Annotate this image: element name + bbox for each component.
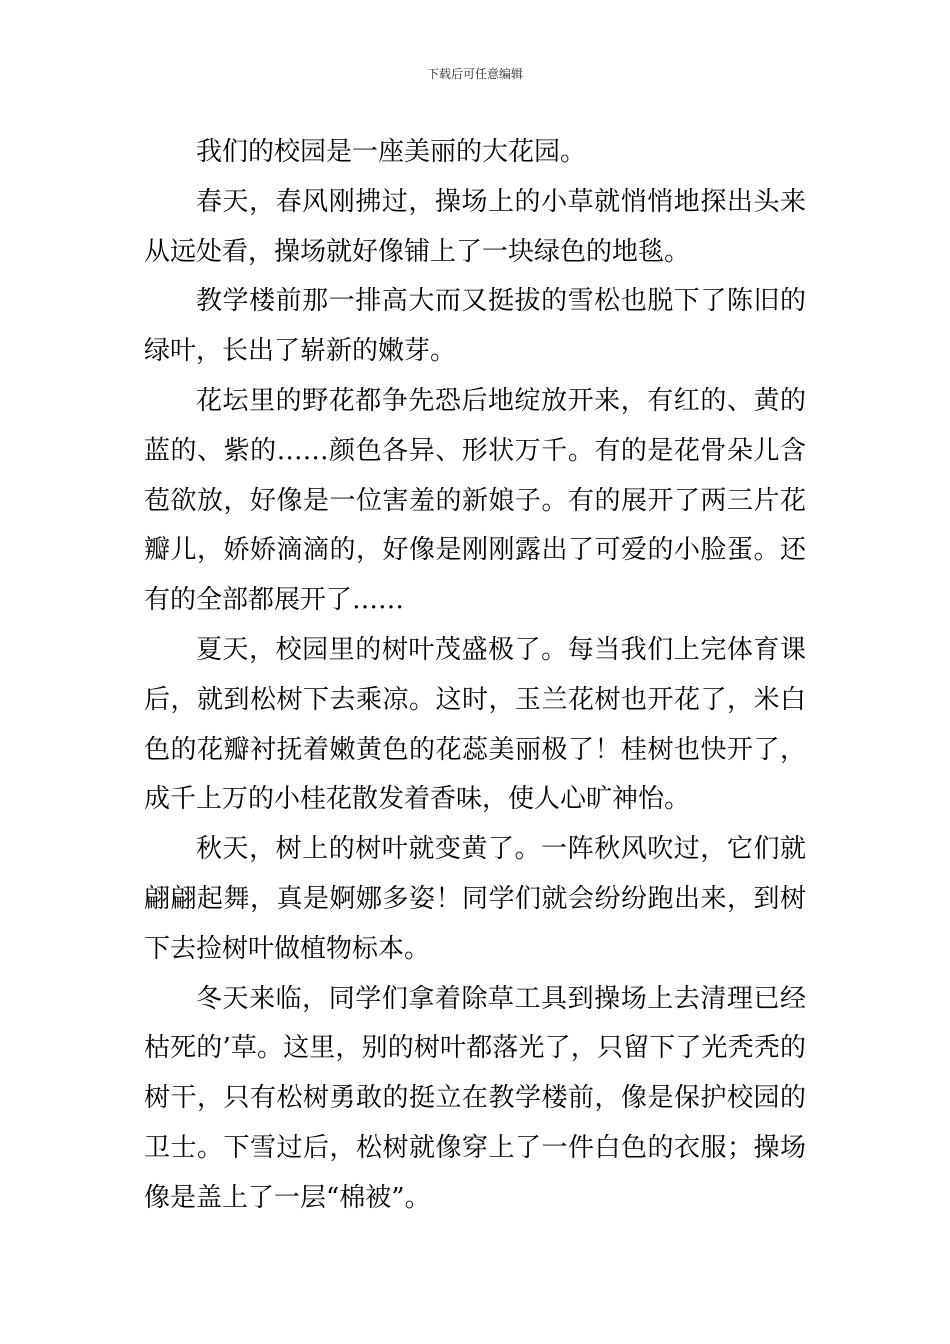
page-header: 下载后可任意编辑 (426, 67, 523, 81)
paragraph-autumn: 秋天，树上的树叶就变黄了。一阵秋风吹过，它们就翩翩起舞，真是婀娜多姿！同学们就会纷纷跑出来，到树下去捡树叶做植物标本。 (144, 834, 806, 964)
paragraph-spring-grass: 春天，春风刚拂过，操场上的小草就悄悄地探出头来从远处看，操场就好像铺上了一块绿色的地毯。 (144, 186, 806, 267)
paragraph-winter: 冬天来临，同学们拿着除草工具到操场上去清理已经枯死的’草。这里，别的树叶都落光了，只留下了光秃秃的树干，只有松树勇敢的挺立在教学楼前，像是保护校园的卫士。下雪过后，松树就像穿上了一件白色的衣服；操场像是盖上了一层“棉被”。 (144, 983, 806, 1213)
paragraph-summer: 夏天，校园里的树叶茂盛极了。每当我们上完体育课后，就到松树下去乘凉。这时，玉兰花树也开花了，米白色的花瓣衬抚着嫩黄色的花蕊美丽极了！桂树也快开了，成千上万的小桂花散发着香味，使人心旷神怡。 (144, 634, 806, 815)
paragraph-intro: 我们的校园是一座美丽的大花园。 (196, 137, 587, 167)
paragraph-spring-flowers: 花坛里的野花都争先恐后地绽放开来，有红的、黄的蓝的、紫的……颜色各异、形状万千。有的是花骨朵儿含苞欲放，好像是一位害羞的新娘子。有的展开了两三片花瓣儿，娇娇滴滴的，好像是刚刚露出了可爱的小脸蛋。还有的全部都展开了…… (144, 385, 806, 616)
essay-body (144, 128, 806, 1224)
paragraph-spring-pines: 教学楼前那一排高大而又挺拔的雪松也脱下了陈旧的绿叶，长出了崭新的嫩芽。 (144, 286, 806, 367)
